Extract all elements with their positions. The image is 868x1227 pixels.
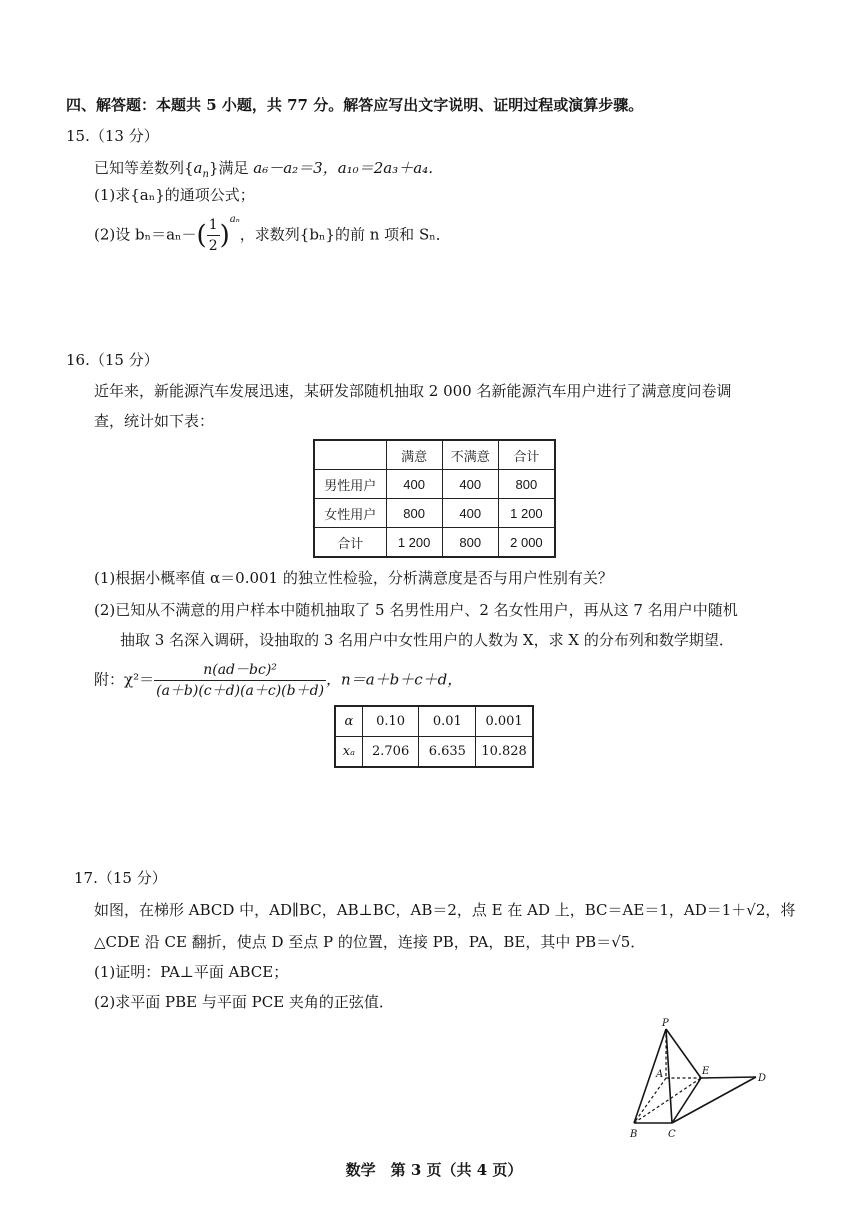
table-cell: 2.706 (362, 737, 419, 768)
edge-PE (666, 1029, 701, 1078)
table-cell: xₐ (335, 737, 362, 768)
q15-heading: 15.（13 分） (66, 127, 159, 145)
table-cell: 400 (442, 499, 498, 528)
q17-geometry-figure (620, 1015, 780, 1145)
label-B: B (630, 1129, 638, 1140)
edge-BE (634, 1078, 701, 1123)
q16-formula (94, 660, 462, 701)
table-row (335, 706, 533, 737)
label-D: D (758, 1073, 767, 1084)
q17-part2: (2)求平面 PBE 与平面 PCE 夹角的正弦值． (94, 993, 394, 1011)
q15-intro-pre: 已知等差数列{ (94, 159, 194, 177)
table-row (314, 499, 555, 528)
label-P: P (662, 1018, 669, 1029)
q16-text-line1: 近年来，新能源汽车发展迅速，某研发部随机抽取 2 000 名新能源汽车用户进行了满意度问卷调 (94, 382, 732, 400)
table-cell: 6.635 (419, 737, 476, 768)
table-cell: 400 (386, 470, 442, 499)
q16-text-line2: 查，统计如下表： (94, 412, 215, 430)
q15-intro (94, 158, 443, 178)
edge-PC (666, 1029, 672, 1123)
q17-heading: 17.（15 分） (74, 869, 167, 887)
page-footer: 数学 第 3 页（共 4 页） (345, 1161, 523, 1179)
table-row (314, 470, 555, 499)
q16-part1: (1)根据小概率值 α＝0.001 的独立性检验，分析满意度是否与用户性别有关？ (94, 569, 613, 587)
edge-AB (634, 1078, 666, 1123)
table-cell: 1 200 (386, 528, 442, 558)
label-A: A (656, 1069, 664, 1080)
table-cell: 0.10 (362, 706, 419, 737)
table-cell: 10.828 (476, 737, 533, 768)
table-cell: α (335, 706, 362, 737)
q15-part2-post: ，求数列{bₙ}的前 n 项和 Sₙ． (239, 225, 451, 244)
q15-condition: a₆－a₂＝3，a₁₀＝2a₃＋a₄． (253, 159, 444, 177)
q15-exponent: aₙ (229, 213, 240, 225)
q15-intro-mid: }满足 (208, 159, 254, 177)
section-header: 四、解答题：本题共 5 小题，共 77 分。解答应写出文字说明、证明过程或演算步骤。 (66, 96, 644, 114)
q16-part2-line2: 抽取 3 名深入调研，设抽取的 3 名用户中女性用户的人数为 X，求 X 的分布列和数学期望． (120, 631, 734, 649)
table-cell: 2 000 (498, 528, 555, 558)
q16-survey-table (313, 439, 556, 558)
q15-part2-pre: (2)设 bₙ＝aₙ－ (94, 225, 197, 244)
table-cell: 不满意 (442, 440, 498, 470)
q17-part1: (1)证明：PA⊥平面 ABCE； (94, 963, 289, 981)
q15-part2: (2)设 bₙ＝aₙ－( $\frac{1}{2}$ )$^{a_n}$，求数列{bₙ}的前 n 项和 Sₙ． (94, 213, 451, 254)
q17-line2: △CDE 沿 CE 翻折，使点 D 至点 P 的位置，连接 PB，PA，BE，其中 PB＝√5． (94, 933, 646, 951)
q16-part2-line1: (2)已知从不满意的用户样本中随机抽取了 5 名男性用户、2 名女性用户，再从这 7 名用户中随机 (94, 601, 738, 619)
table-cell (314, 440, 386, 470)
table-cell: 女性用户 (314, 499, 386, 528)
table-cell: 0.01 (419, 706, 476, 737)
table-cell: 0.001 (476, 706, 533, 737)
edge-ED (701, 1077, 756, 1078)
q16-heading: 16.（15 分） (66, 351, 159, 369)
table-row (314, 440, 555, 470)
table-cell: 400 (442, 470, 498, 499)
q15-half-fraction: $\frac{1}{2}$ (208, 217, 218, 254)
table-row (314, 528, 555, 558)
table-cell: 800 (498, 470, 555, 499)
formula-prefix: 附：χ²＝ (94, 670, 155, 689)
edge-CE (672, 1078, 701, 1123)
chi-square-fraction: $\frac{\text{n(ad－bc)²}}{(a+b)(c+d)(a+c)(b+d)}$ (156, 662, 325, 699)
table-cell: 800 (442, 528, 498, 558)
table-cell: 男性用户 (314, 470, 386, 499)
q16-critical-value-table (334, 705, 534, 768)
table-row (335, 737, 533, 768)
label-C: C (668, 1129, 676, 1140)
q15-seq-symbol: $a_n$ (193, 159, 209, 180)
label-E: E (702, 1066, 710, 1077)
formula-suffix: ，n＝a＋b＋c＋d， (326, 670, 463, 689)
table-cell: 合计 (498, 440, 555, 470)
q17-line1: 如图，在梯形 ABCD 中，AD∥BC，AB⊥BC，AB＝2，点 E 在 AD 上，BC＝AE＝1，AD＝1＋√2，将 (94, 901, 796, 919)
table-cell: 满意 (386, 440, 442, 470)
table-cell: 1 200 (498, 499, 555, 528)
table-cell: 合计 (314, 528, 386, 558)
table-cell: 800 (386, 499, 442, 528)
q15-part1: (1)求{aₙ}的通项公式； (94, 186, 255, 204)
edge-CD (672, 1077, 756, 1123)
